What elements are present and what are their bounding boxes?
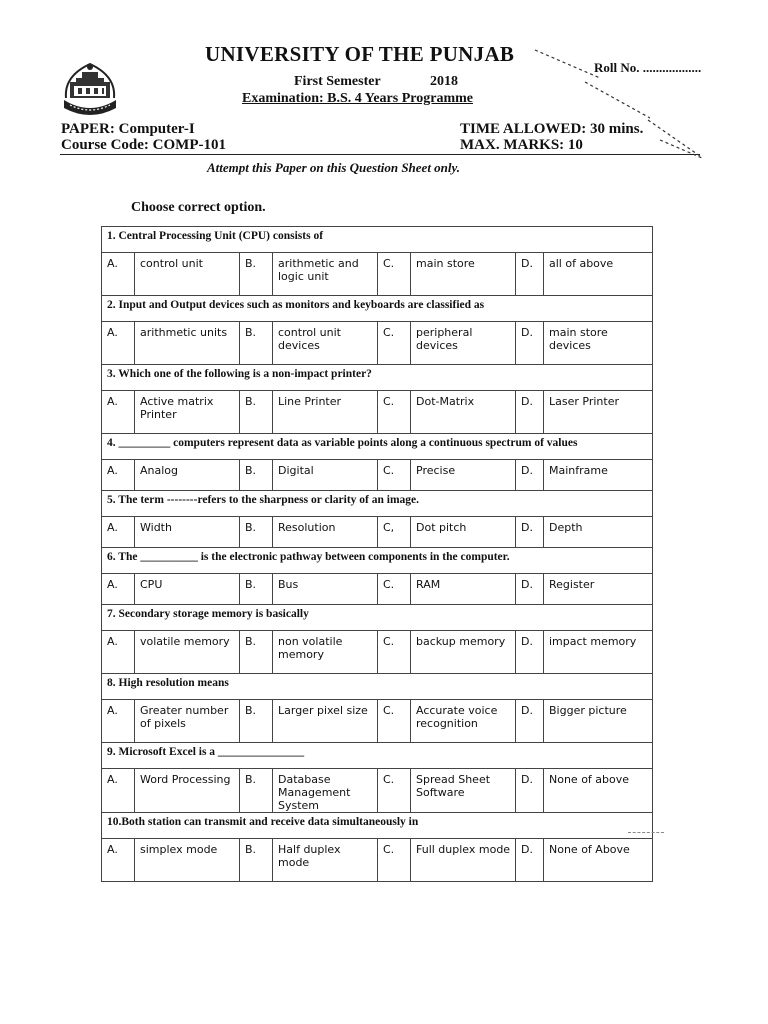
question-row — [102, 296, 653, 322]
option-text: Resolution — [273, 517, 378, 548]
question-text: 7. Secondary storage memory is basically — [102, 605, 653, 631]
option-text: Larger pixel size — [273, 700, 378, 743]
examination-label: Examination: B.S. 4 Years Programme — [242, 91, 473, 106]
option-text: Analog — [135, 460, 240, 491]
option-letter: A. — [102, 460, 135, 491]
option-text: Digital — [273, 460, 378, 491]
option-text: Database Management System — [273, 769, 378, 813]
question-row — [102, 491, 653, 517]
option-letter: B. — [240, 391, 273, 434]
option-letter: D. — [516, 769, 544, 813]
option-letter: C. — [378, 460, 411, 491]
question-text: 9. Microsoft Excel is a _______________ — [102, 743, 653, 769]
option-letter: A. — [102, 839, 135, 882]
option-text: Register — [544, 574, 653, 605]
question-text: 10.Both station can transmit and receive data simultaneously in — [102, 813, 653, 839]
option-text: Active matrix Printer — [135, 391, 240, 434]
option-text: Half duplex mode — [273, 839, 378, 882]
option-letter: B. — [240, 322, 273, 365]
option-text: Dot pitch — [411, 517, 516, 548]
option-letter: C. — [378, 769, 411, 813]
option-letter: B. — [240, 517, 273, 548]
question-text: 6. The __________ is the electronic pathway between components in the computer. — [102, 548, 653, 574]
option-text: non volatile memory — [273, 631, 378, 674]
option-text: None of Above — [544, 839, 653, 882]
semester-label: First Semester — [294, 74, 381, 89]
option-text: Full duplex mode — [411, 839, 516, 882]
question-row — [102, 227, 653, 253]
question-row — [102, 434, 653, 460]
option-text: control unit — [135, 253, 240, 296]
options-row — [102, 391, 653, 434]
option-text: Bigger picture — [544, 700, 653, 743]
paper-label: PAPER: Computer-I — [61, 121, 195, 137]
option-letter: D. — [516, 253, 544, 296]
option-text: arithmetic and logic unit — [273, 253, 378, 296]
question-text: 8. High resolution means — [102, 674, 653, 700]
question-row — [102, 605, 653, 631]
max-marks-label: MAX. MARKS: 10 — [460, 137, 583, 153]
time-allowed-label: TIME ALLOWED: 30 mins. — [460, 121, 644, 137]
question-text: 2. Input and Output devices such as monitors and keyboards are classified as — [102, 296, 653, 322]
option-letter: C. — [378, 839, 411, 882]
option-text: Bus — [273, 574, 378, 605]
option-letter: C. — [378, 700, 411, 743]
option-text: Mainframe — [544, 460, 653, 491]
year-label: 2018 — [430, 74, 458, 89]
option-letter: B. — [240, 631, 273, 674]
option-letter: D. — [516, 322, 544, 365]
option-letter: A. — [102, 700, 135, 743]
option-letter: A. — [102, 574, 135, 605]
section-title: Choose correct option. — [131, 200, 266, 215]
option-text: CPU — [135, 574, 240, 605]
option-letter: D. — [516, 631, 544, 674]
option-text: peripheral devices — [411, 322, 516, 365]
option-letter: B. — [240, 700, 273, 743]
question-text: 4. _________ computers represent data as variable points along a continuous spectrum of values — [102, 434, 653, 460]
roll-number-field: Roll No. .................. — [594, 60, 702, 75]
option-letter: B. — [240, 574, 273, 605]
question-row — [102, 365, 653, 391]
option-text: backup memory — [411, 631, 516, 674]
option-letter: D. — [516, 517, 544, 548]
option-letter: A. — [102, 322, 135, 365]
question-text: 5. The term --------refers to the sharpness or clarity of an image. — [102, 491, 653, 517]
question-row — [102, 743, 653, 769]
options-row — [102, 517, 653, 548]
options-row — [102, 631, 653, 674]
option-text: Line Printer — [273, 391, 378, 434]
question-table — [101, 226, 653, 882]
option-text: Width — [135, 517, 240, 548]
option-text: arithmetic units — [135, 322, 240, 365]
option-text: Precise — [411, 460, 516, 491]
option-text: all of above — [544, 253, 653, 296]
option-letter: D. — [516, 391, 544, 434]
option-letter: B. — [240, 839, 273, 882]
option-text: main store — [411, 253, 516, 296]
option-letter: A. — [102, 253, 135, 296]
option-letter: A. — [102, 517, 135, 548]
option-letter: C. — [378, 574, 411, 605]
option-text: impact memory — [544, 631, 653, 674]
option-letter: C. — [378, 322, 411, 365]
option-text: RAM — [411, 574, 516, 605]
option-letter: B. — [240, 769, 273, 813]
option-letter: B. — [240, 253, 273, 296]
option-letter: D. — [516, 700, 544, 743]
option-letter: A. — [102, 769, 135, 813]
option-text: None of above — [544, 769, 653, 813]
option-letter: C, — [378, 517, 411, 548]
option-letter: A. — [102, 631, 135, 674]
option-text: Spread Sheet Software — [411, 769, 516, 813]
footer-dash — [628, 832, 664, 833]
options-row — [102, 322, 653, 365]
option-text: control unit devices — [273, 322, 378, 365]
question-row — [102, 813, 653, 839]
option-text: Depth — [544, 517, 653, 548]
options-row — [102, 253, 653, 296]
options-row — [102, 574, 653, 605]
question-text: 3. Which one of the following is a non-impact printer? — [102, 365, 653, 391]
option-text: Greater number of pixels — [135, 700, 240, 743]
option-letter: C. — [378, 253, 411, 296]
option-text: volatile memory — [135, 631, 240, 674]
question-row — [102, 548, 653, 574]
option-text: Laser Printer — [544, 391, 653, 434]
option-text: simplex mode — [135, 839, 240, 882]
option-letter: D. — [516, 460, 544, 491]
options-row — [102, 839, 653, 882]
option-text: Dot-Matrix — [411, 391, 516, 434]
option-text: main store devices — [544, 322, 653, 365]
option-text: Accurate voice recognition — [411, 700, 516, 743]
university-title: UNIVERSITY OF THE PUNJAB — [205, 42, 515, 66]
option-letter: D. — [516, 574, 544, 605]
option-letter: A. — [102, 391, 135, 434]
options-row — [102, 700, 653, 743]
option-text: Word Processing — [135, 769, 240, 813]
question-text: 1. Central Processing Unit (CPU) consists of — [102, 227, 653, 253]
option-letter: C. — [378, 631, 411, 674]
options-row — [102, 769, 653, 813]
option-letter: B. — [240, 460, 273, 491]
course-code-label: Course Code: COMP-101 — [61, 137, 226, 153]
question-row — [102, 674, 653, 700]
option-letter: C. — [378, 391, 411, 434]
options-row — [102, 460, 653, 491]
instruction-text: Attempt this Paper on this Question Sheet only. — [207, 160, 461, 175]
option-letter: D. — [516, 839, 544, 882]
